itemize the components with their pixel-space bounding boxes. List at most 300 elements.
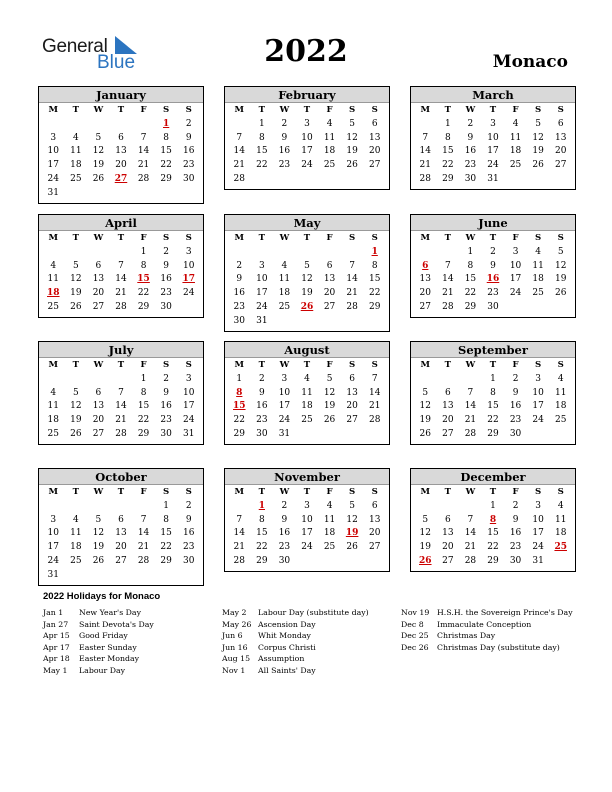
day-cell: 5	[95, 514, 102, 525]
month-grid	[411, 358, 575, 444]
holiday-date: Jun 6	[222, 631, 243, 641]
day-cell: 29	[137, 301, 150, 312]
empty-cell	[318, 428, 341, 442]
day-cell: 23	[233, 301, 245, 312]
month-grid	[411, 231, 575, 317]
weekday-label: S	[535, 360, 542, 370]
day-cell: 11	[47, 274, 59, 285]
weekday-label: T	[117, 233, 125, 243]
day-cell: 24	[278, 415, 291, 426]
day-cell: 21	[137, 542, 150, 553]
weekday-label: M	[234, 233, 245, 243]
holiday-item	[222, 619, 369, 631]
empty-cell	[437, 500, 460, 514]
month-title: March	[411, 87, 575, 103]
empty-cell	[363, 173, 386, 187]
holidays-title: 2022 Holidays for Monaco	[43, 591, 161, 602]
empty-cell	[228, 118, 251, 132]
weekday-label: T	[444, 233, 452, 243]
day-cell: 9	[163, 387, 169, 398]
day-cell: 27	[323, 301, 336, 312]
day-cell: 4	[326, 500, 333, 511]
day-cell: 31	[182, 428, 195, 439]
day-cell: 16	[509, 528, 522, 539]
day-cell: 28	[464, 428, 477, 439]
month-grid	[39, 103, 203, 203]
holiday-date: Aug 15	[222, 654, 251, 664]
weekday-label: W	[93, 360, 104, 370]
weekday-label: T	[258, 360, 266, 370]
holiday-date: Jun 16	[222, 642, 248, 652]
day-cell: 19	[92, 542, 105, 553]
month-title: January	[39, 87, 203, 103]
day-cell: 25	[323, 160, 336, 171]
day-cell: 7	[118, 387, 124, 398]
month-grid	[411, 103, 575, 189]
weekday-label: T	[444, 105, 452, 115]
holiday-name: Immaculate Conception	[437, 619, 532, 629]
day-cell: 21	[233, 160, 245, 171]
day-cell: 10	[532, 514, 544, 525]
day-cell: 13	[442, 401, 454, 412]
day-cell: 8	[140, 260, 147, 271]
day-cell: 21	[368, 401, 381, 412]
day-cell: 14	[464, 401, 477, 412]
day-cell: 23	[278, 160, 291, 171]
day-cell: 11	[323, 514, 336, 525]
empty-cell	[414, 246, 437, 260]
day-cell: 12	[301, 274, 313, 285]
weekday-label: F	[512, 233, 519, 243]
day-cell: 5	[304, 260, 310, 271]
holiday-day: 1	[163, 118, 170, 129]
day-cell: 16	[160, 274, 172, 285]
day-cell: 26	[532, 160, 544, 171]
weekday-label: W	[279, 105, 290, 115]
weekday-label: M	[48, 233, 59, 243]
day-cell: 31	[47, 569, 59, 580]
holiday-item	[222, 653, 369, 665]
day-cell: 11	[554, 387, 567, 398]
weekday-label: T	[444, 360, 452, 370]
holiday-date: Nov 19	[401, 608, 430, 617]
day-cell: 16	[160, 401, 172, 412]
empty-cell	[110, 187, 133, 201]
weekday-label: W	[93, 487, 104, 497]
month-grid	[225, 358, 389, 444]
month-october	[38, 468, 204, 586]
day-cell: 20	[323, 288, 336, 299]
weekday-label: S	[163, 360, 170, 370]
day-cell: 17	[301, 146, 313, 157]
weekday-label: T	[72, 105, 80, 115]
day-cell: 15	[487, 401, 499, 412]
day-cell: 6	[371, 118, 378, 129]
empty-cell	[527, 301, 550, 315]
month-march	[410, 86, 576, 190]
empty-cell	[414, 118, 437, 132]
day-cell: 29	[464, 301, 477, 312]
empty-cell	[296, 315, 319, 329]
day-cell: 19	[419, 415, 431, 426]
day-cell: 16	[233, 288, 245, 299]
empty-cell	[527, 173, 550, 187]
holiday-item	[43, 607, 154, 619]
weekday-label: S	[185, 360, 192, 370]
holiday-day: 19	[345, 528, 359, 539]
day-cell: 4	[557, 373, 564, 384]
day-cell: 2	[512, 373, 519, 384]
day-cell: 22	[160, 160, 172, 171]
day-cell: 8	[140, 387, 147, 398]
day-cell: 27	[368, 542, 381, 553]
holiday-item	[43, 619, 154, 631]
day-cell: 19	[532, 146, 544, 157]
day-cell: 21	[137, 160, 150, 171]
day-cell: 17	[182, 401, 195, 412]
day-cell: 29	[137, 428, 150, 439]
holiday-date: Dec 26	[401, 642, 429, 652]
day-cell: 26	[323, 415, 336, 426]
day-cell: 24	[301, 542, 313, 553]
day-cell: 29	[233, 428, 245, 439]
empty-cell	[527, 428, 550, 442]
weekday-label: S	[349, 487, 356, 497]
empty-cell	[459, 373, 482, 387]
day-cell: 5	[422, 514, 429, 525]
month-june	[410, 214, 576, 318]
weekday-label: M	[420, 233, 431, 243]
day-cell: 18	[323, 146, 336, 157]
weekday-label: W	[93, 105, 104, 115]
day-cell: 2	[185, 118, 192, 129]
day-cell: 9	[236, 274, 243, 285]
holiday-item	[43, 653, 154, 665]
day-cell: 6	[349, 373, 355, 384]
day-cell: 22	[487, 542, 499, 553]
day-cell: 27	[346, 415, 358, 426]
day-cell: 14	[233, 528, 245, 539]
weekday-label: S	[349, 105, 356, 115]
holiday-day: 16	[486, 274, 500, 285]
weekday-label: T	[117, 487, 125, 497]
day-cell: 22	[368, 288, 381, 299]
day-cell: 1	[444, 118, 451, 129]
empty-cell	[87, 500, 110, 514]
day-cell: 18	[70, 542, 82, 553]
day-cell: 12	[70, 401, 82, 412]
day-cell: 15	[464, 274, 477, 285]
day-cell: 3	[50, 132, 57, 143]
day-cell: 1	[258, 118, 265, 129]
day-cell: 4	[326, 118, 333, 129]
day-cell: 5	[326, 373, 333, 384]
empty-cell	[414, 373, 437, 387]
day-cell: 20	[419, 288, 431, 299]
day-cell: 17	[47, 542, 59, 553]
day-cell: 11	[70, 528, 82, 539]
day-cell: 20	[554, 146, 567, 157]
holiday-day: 26	[419, 555, 432, 566]
day-cell: 11	[301, 387, 313, 398]
month-january	[38, 86, 204, 204]
day-cell: 26	[92, 173, 105, 184]
day-cell: 30	[182, 555, 195, 566]
weekday-label: W	[465, 487, 476, 497]
day-cell: 4	[50, 387, 57, 398]
day-cell: 18	[554, 401, 567, 412]
day-cell: 12	[554, 260, 567, 271]
day-cell: 28	[233, 173, 245, 184]
weekday-label: S	[557, 233, 564, 243]
holiday-name: Easter Monday	[79, 654, 140, 664]
weekday-label: S	[371, 360, 378, 370]
day-cell: 31	[278, 428, 291, 439]
month-grid	[39, 358, 203, 444]
day-cell: 3	[258, 260, 265, 271]
holiday-date: Jan 1	[43, 608, 64, 617]
day-cell: 18	[323, 528, 336, 539]
empty-cell	[132, 500, 155, 514]
day-cell: 28	[442, 301, 454, 312]
day-cell: 30	[256, 428, 268, 439]
day-cell: 13	[346, 387, 358, 398]
weekday-label: S	[185, 105, 192, 115]
day-cell: 20	[115, 160, 127, 171]
day-cell: 30	[182, 173, 195, 184]
day-cell: 25	[70, 173, 82, 184]
day-cell: 11	[532, 260, 544, 271]
day-cell: 11	[278, 274, 291, 285]
day-cell: 30	[464, 173, 477, 184]
day-cell: 29	[160, 173, 172, 184]
day-cell: 8	[371, 260, 378, 271]
day-cell: 21	[233, 542, 245, 553]
holiday-date: Nov 1	[222, 665, 246, 675]
day-cell: 3	[50, 514, 57, 525]
day-cell: 22	[256, 160, 268, 171]
day-cell: 12	[419, 528, 431, 539]
day-cell: 3	[512, 246, 519, 257]
day-cell: 22	[256, 542, 268, 553]
empty-cell	[65, 246, 88, 260]
day-cell: 23	[509, 542, 522, 553]
day-cell: 7	[371, 373, 378, 384]
empty-cell	[414, 500, 437, 514]
weekday-label: T	[303, 360, 311, 370]
empty-cell	[251, 173, 274, 187]
day-cell: 24	[532, 542, 544, 553]
day-cell: 19	[70, 288, 82, 299]
weekday-label: T	[303, 487, 311, 497]
day-cell: 23	[182, 160, 195, 171]
weekday-label: T	[489, 360, 497, 370]
holiday-day: 15	[137, 274, 150, 285]
day-cell: 22	[160, 542, 172, 553]
day-cell: 28	[115, 428, 127, 439]
day-cell: 6	[557, 118, 564, 129]
holiday-item	[401, 630, 573, 642]
weekday-label: W	[279, 233, 290, 243]
day-cell: 21	[115, 415, 127, 426]
weekday-label: W	[465, 360, 476, 370]
day-cell: 26	[419, 428, 431, 439]
month-grid	[225, 485, 389, 571]
day-cell: 22	[137, 288, 150, 299]
day-cell: 2	[467, 118, 474, 129]
month-grid	[39, 231, 203, 317]
holiday-name: Corpus Christi	[258, 642, 316, 652]
day-cell: 15	[487, 528, 499, 539]
empty-cell	[341, 246, 364, 260]
empty-cell	[549, 555, 572, 569]
day-cell: 25	[301, 415, 313, 426]
holiday-column	[43, 607, 154, 677]
empty-cell	[110, 569, 133, 583]
day-cell: 26	[70, 301, 82, 312]
day-cell: 25	[278, 301, 291, 312]
day-cell: 18	[47, 415, 59, 426]
holiday-date: Dec 25	[401, 631, 429, 641]
day-cell: 25	[70, 555, 82, 566]
day-cell: 15	[368, 274, 381, 285]
empty-cell	[318, 315, 341, 329]
holiday-date: May 26	[222, 619, 252, 629]
day-cell: 24	[487, 160, 499, 171]
holiday-name: Christmas Day	[437, 631, 496, 641]
day-cell: 10	[47, 528, 59, 539]
day-cell: 4	[557, 500, 564, 511]
day-cell: 6	[118, 132, 124, 143]
holiday-column	[222, 607, 369, 677]
empty-cell	[341, 173, 364, 187]
day-cell: 30	[278, 555, 291, 566]
day-cell: 26	[346, 542, 358, 553]
holiday-name: Saint Devota's Day	[79, 619, 154, 629]
empty-cell	[110, 118, 133, 132]
day-cell: 17	[509, 274, 522, 285]
day-cell: 20	[368, 146, 381, 157]
empty-cell	[273, 246, 296, 260]
day-cell: 2	[281, 118, 288, 129]
holiday-day: 15	[233, 401, 246, 412]
day-cell: 5	[72, 387, 79, 398]
weekday-label: T	[303, 105, 311, 115]
day-cell: 17	[532, 528, 544, 539]
weekday-label: F	[326, 360, 333, 370]
day-cell: 18	[554, 528, 567, 539]
weekday-label: T	[72, 360, 80, 370]
day-cell: 8	[444, 132, 451, 143]
day-cell: 7	[140, 132, 147, 143]
empty-cell	[65, 569, 88, 583]
day-cell: 20	[92, 415, 105, 426]
day-cell: 2	[185, 500, 192, 511]
weekday-label: T	[258, 233, 266, 243]
empty-cell	[177, 301, 200, 315]
holiday-date: May 2	[222, 608, 247, 617]
day-cell: 5	[72, 260, 79, 271]
day-cell: 11	[509, 132, 522, 143]
weekday-label: M	[420, 105, 431, 115]
empty-cell	[87, 187, 110, 201]
day-cell: 23	[182, 542, 195, 553]
day-cell: 13	[115, 528, 127, 539]
month-december	[410, 468, 576, 572]
holiday-name: Whit Monday	[258, 631, 311, 641]
day-cell: 30	[487, 301, 499, 312]
holiday-day: 8	[236, 387, 243, 398]
day-cell: 9	[281, 132, 288, 143]
day-cell: 3	[490, 118, 496, 129]
day-cell: 28	[346, 301, 358, 312]
empty-cell	[341, 555, 364, 569]
day-cell: 28	[137, 555, 150, 566]
day-cell: 9	[281, 514, 288, 525]
day-cell: 12	[532, 132, 544, 143]
day-cell: 18	[301, 401, 313, 412]
weekday-label: F	[140, 360, 147, 370]
empty-cell	[296, 173, 319, 187]
holiday-day: 18	[47, 288, 60, 299]
holiday-item	[222, 665, 369, 677]
day-cell: 31	[532, 555, 544, 566]
day-cell: 8	[163, 132, 169, 143]
day-cell: 17	[487, 146, 499, 157]
day-cell: 1	[140, 373, 147, 384]
day-cell: 31	[256, 315, 268, 326]
day-cell: 21	[346, 288, 358, 299]
empty-cell	[318, 246, 341, 260]
day-cell: 9	[185, 132, 192, 143]
holiday-name: Good Friday	[79, 631, 128, 641]
empty-cell	[341, 315, 364, 329]
day-cell: 22	[464, 288, 477, 299]
day-cell: 29	[442, 173, 454, 184]
weekday-label: W	[279, 487, 290, 497]
day-cell: 2	[512, 500, 519, 511]
day-cell: 16	[182, 146, 195, 157]
day-cell: 3	[535, 373, 541, 384]
day-cell: 7	[349, 260, 355, 271]
day-cell: 5	[349, 500, 355, 511]
day-cell: 30	[509, 555, 522, 566]
day-cell: 8	[490, 387, 496, 398]
holiday-date: May 1	[43, 665, 68, 675]
holiday-name: New Year's Day	[79, 608, 141, 617]
day-cell: 4	[535, 246, 541, 257]
day-cell: 6	[118, 514, 124, 525]
day-cell: 4	[281, 260, 288, 271]
month-title: July	[39, 342, 203, 358]
holiday-item	[401, 642, 573, 654]
day-cell: 3	[304, 500, 310, 511]
day-cell: 28	[233, 555, 245, 566]
day-cell: 23	[487, 288, 499, 299]
day-cell: 27	[115, 555, 127, 566]
empty-cell	[296, 246, 319, 260]
month-july	[38, 341, 204, 445]
day-cell: 21	[115, 288, 127, 299]
holiday-name: Easter Sunday	[79, 642, 137, 652]
day-cell: 12	[92, 146, 105, 157]
day-cell: 13	[442, 528, 454, 539]
empty-cell	[87, 246, 110, 260]
day-cell: 25	[47, 428, 59, 439]
day-cell: 10	[256, 274, 268, 285]
day-cell: 6	[95, 260, 102, 271]
empty-cell	[296, 555, 319, 569]
